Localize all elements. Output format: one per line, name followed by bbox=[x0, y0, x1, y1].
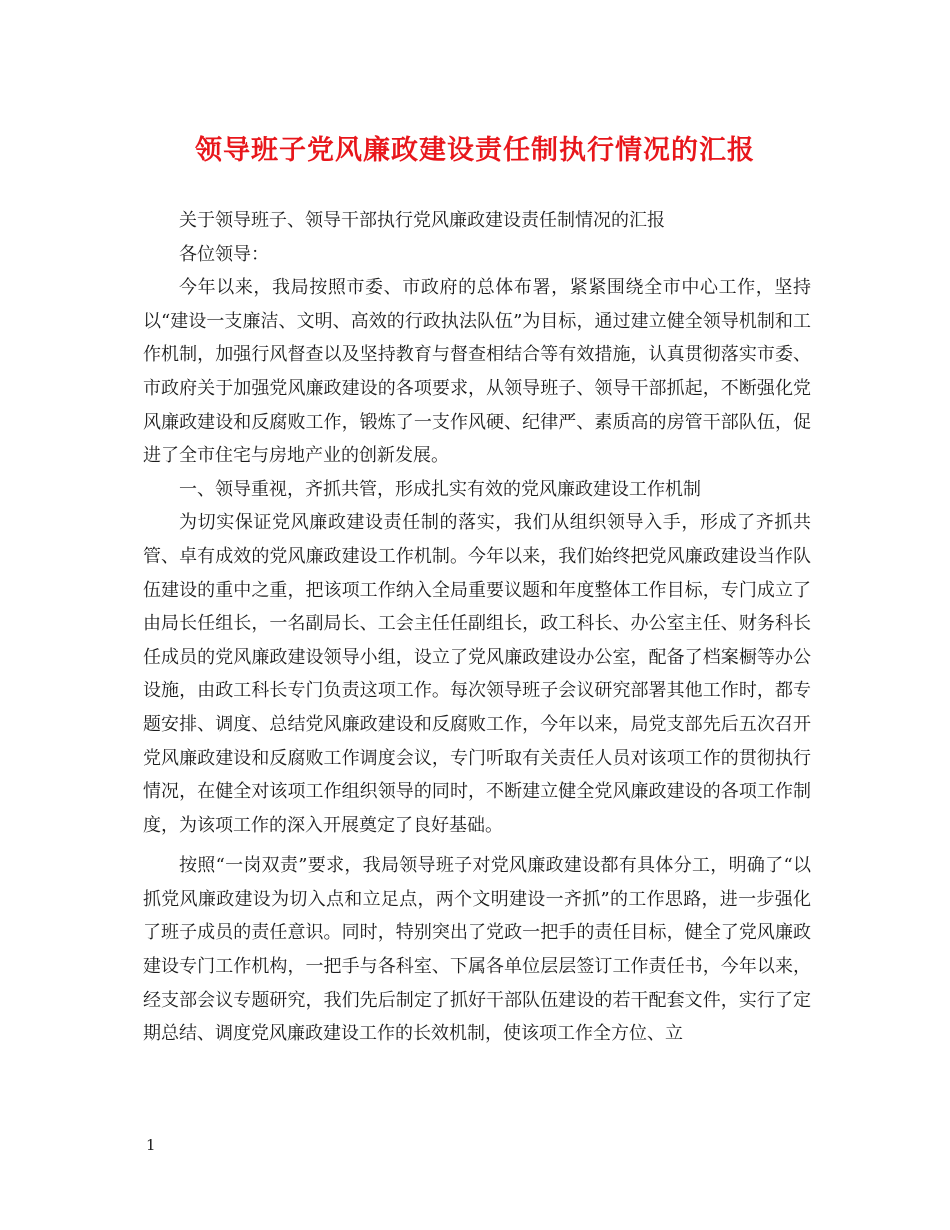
paragraph-responsibility: 按照“一岗双责”要求，我局领导班子对党风廉政建设都有具体分工，明确了“以抓党风廉政建设为切入点和立足点，两个文明建设一齐抓”的工作思路，进一步强化了班子成员的责任意识。同时，特别突出了党政一把手的责任目标，健全了党风廉政建设专门工作机构，一把手与各科室、下属各单位层层签订工作责任书，今年以来，经支部会议专题研究，我们先后制定了抓好干部队伍建设的若干配套文件，实行了定期总结、调度党风廉政建设工作的长效机制，使该项工作全方位、立 bbox=[143, 855, 811, 1045]
document-body bbox=[143, 204, 811, 1051]
paragraph-intro: 今年以来，我局按照市委、市政府的总体布署，紧紧围绕全市中心工作，坚持以“建设一支廉洁、文明、高效的行政执法队伍”为目标，通过建立健全领导机制和工作机制，加强行风督查以及坚持教育与督查相结合等有效措施，认真贯彻落实市委、市政府关于加强党风廉政建设的各项要求，从领导班子、领导干部抓起，不断强化党风廉政建设和反腐败工作，锻炼了一支作风硬、纪律严、素质高的房管干部队伍，促进了全市住宅与房地产业的创新发展。 bbox=[143, 277, 811, 467]
paragraph-subtitle: 关于领导班子、领导干部执行党风廉政建设责任制情况的汇报 bbox=[179, 210, 665, 231]
paragraph-section-1: 为切实保证党风廉政建设责任制的落实，我们从组织领导入手，形成了齐抓共管、卓有成效的党风廉政建设工作机制。今年以来，我们始终把党风廉政建设当作队伍建设的重中之重，把该项工作纳入全局重要议题和年度整体工作目标，专门成立了由局长任组长，一名副局长、工会主任任副组长，政工科长、办公室主任、财务科长任成员的党风廉政建设领导小组，设立了党风廉政建设办公室，配备了档案橱等办公设施，由政工科长专门负责这项工作。每次领导班子会议研究部署其他工作时，都专题安排、调度、总结党风廉政建设和反腐败工作，今年以来，局党支部先后五次召开党风廉政建设和反腐败工作调度会议，专门听取有关责任人员对该项工作的贯彻执行情况，在健全对该项工作组织领导的同时，不断建立健全党风廉政建设的各项工作制度，为该项工作的深入开展奠定了良好基础。 bbox=[143, 512, 811, 836]
paragraph-salutation: 各位领导： bbox=[179, 243, 269, 265]
section-heading-1: 一、领导重视，齐抓共管，形成扎实有效的党风廉政建设工作机制 bbox=[179, 478, 701, 500]
document-title: 领导班子党风廉政建设责任制执行情况的汇报 bbox=[195, 135, 755, 166]
page-number: 1 bbox=[146, 1136, 156, 1154]
